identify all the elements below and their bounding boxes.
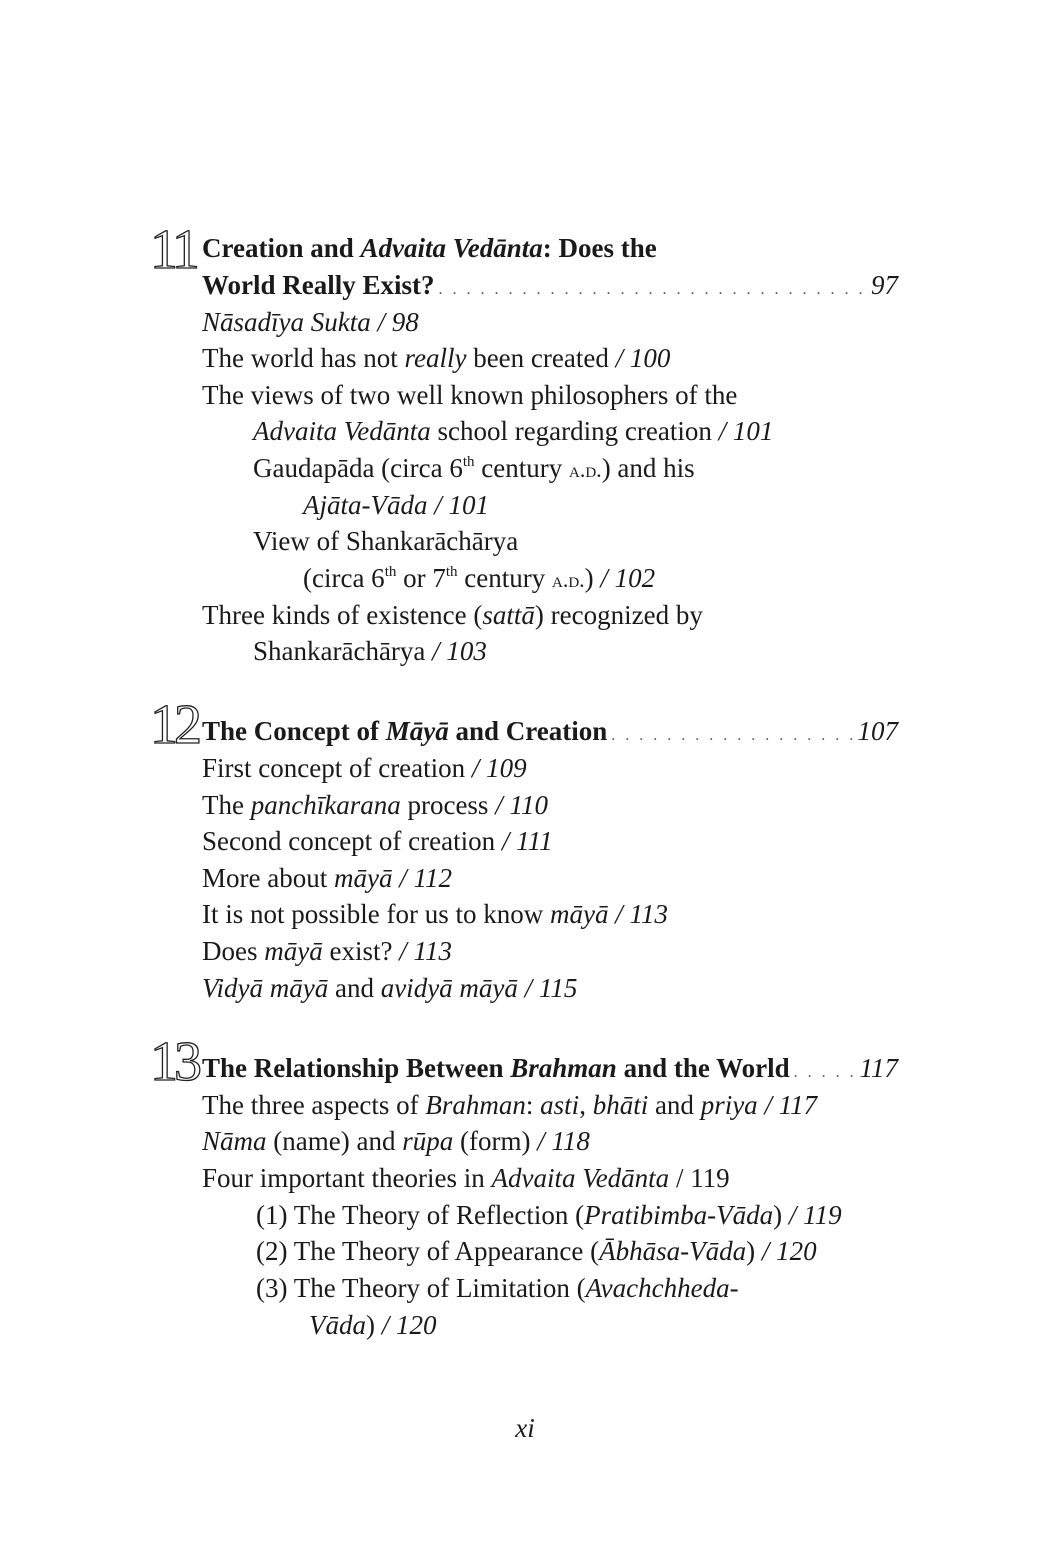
toc-entry[interactable]: The three aspects of Brahman: asti, bhāti and priya / 117 xyxy=(202,1090,818,1120)
toc-entry[interactable]: Nāsadīya Sukta / 98 xyxy=(202,307,419,337)
chapter-number-13: 13 xyxy=(150,1031,198,1093)
chapter-page: 97 xyxy=(871,270,898,300)
toc-entry-continued[interactable]: Shankarāchārya / 103 xyxy=(253,636,487,666)
toc-entry-continued[interactable]: Advaita Vedānta school regarding creation / 101 xyxy=(253,416,774,446)
toc-subentry-continued[interactable]: (circa 6th or 7th century a.d.) / 102 xyxy=(303,563,656,593)
page-folio: xi xyxy=(515,1413,535,1443)
chapter-title-11-line1[interactable]: Creation and Advaita Vedānta: Does the xyxy=(202,233,657,263)
toc-entry[interactable]: First concept of creation / 109 xyxy=(202,753,527,783)
toc-entry[interactable]: Second concept of creation / 111 xyxy=(202,826,553,856)
toc-entry[interactable]: It is not possible for us to know māyā / 113 xyxy=(202,899,668,929)
toc-entry[interactable]: Vidyā māyā and avidyā māyā / 115 xyxy=(202,973,578,1003)
dot-leader xyxy=(439,272,867,308)
chapter-title-text: World Really Exist? xyxy=(202,270,435,300)
toc-entry[interactable]: Three kinds of existence (sattā) recognized by xyxy=(202,600,703,630)
chapter-title-13[interactable] xyxy=(202,1050,898,1091)
chapter-title-11-line2[interactable] xyxy=(202,267,898,308)
toc-entry[interactable]: More about māyā / 112 xyxy=(202,863,452,893)
toc-subentry[interactable]: (2) The Theory of Appearance (Ābhāsa-Vāda) / 120 xyxy=(256,1236,817,1266)
toc-subentry[interactable]: View of Shankarāchārya xyxy=(253,526,519,556)
chapter-title-text: The Concept of Māyā and Creation xyxy=(202,716,608,746)
toc-entry[interactable]: Four important theories in Advaita Vedānta / 119 xyxy=(202,1163,730,1193)
toc-entry[interactable]: The panchīkarana process / 110 xyxy=(202,790,548,820)
toc-entry[interactable]: The views of two well known philosophers of the xyxy=(202,380,738,410)
toc-subentry[interactable]: (3) The Theory of Limitation (Avachchheda- xyxy=(256,1273,739,1303)
toc-subentry-continued[interactable]: Vāda) / 120 xyxy=(309,1310,437,1340)
dot-leader xyxy=(794,1055,856,1091)
chapter-number-11: 11 xyxy=(150,219,196,281)
toc-subentry[interactable]: Gaudapāda (circa 6th century a.d.) and his xyxy=(253,453,695,483)
chapter-title-12[interactable] xyxy=(202,713,898,754)
toc-entry[interactable]: Does māyā exist? / 113 xyxy=(202,936,452,966)
chapter-page: 117 xyxy=(859,1053,898,1083)
chapter-page: 107 xyxy=(857,716,898,746)
dot-leader xyxy=(611,718,853,754)
toc-subentry[interactable]: (1) The Theory of Reflection (Pratibimba-Vāda) / 119 xyxy=(256,1200,842,1230)
toc-subentry-continued[interactable]: Ajāta-Vāda / 101 xyxy=(303,490,489,520)
toc-entry[interactable]: Nāma (name) and rūpa (form) / 118 xyxy=(202,1126,590,1156)
chapter-title-text: The Relationship Between Brahman and the World xyxy=(202,1053,790,1083)
chapter-number-12: 12 xyxy=(150,694,198,756)
toc-entry[interactable]: The world has not really been created / 100 xyxy=(202,343,671,373)
